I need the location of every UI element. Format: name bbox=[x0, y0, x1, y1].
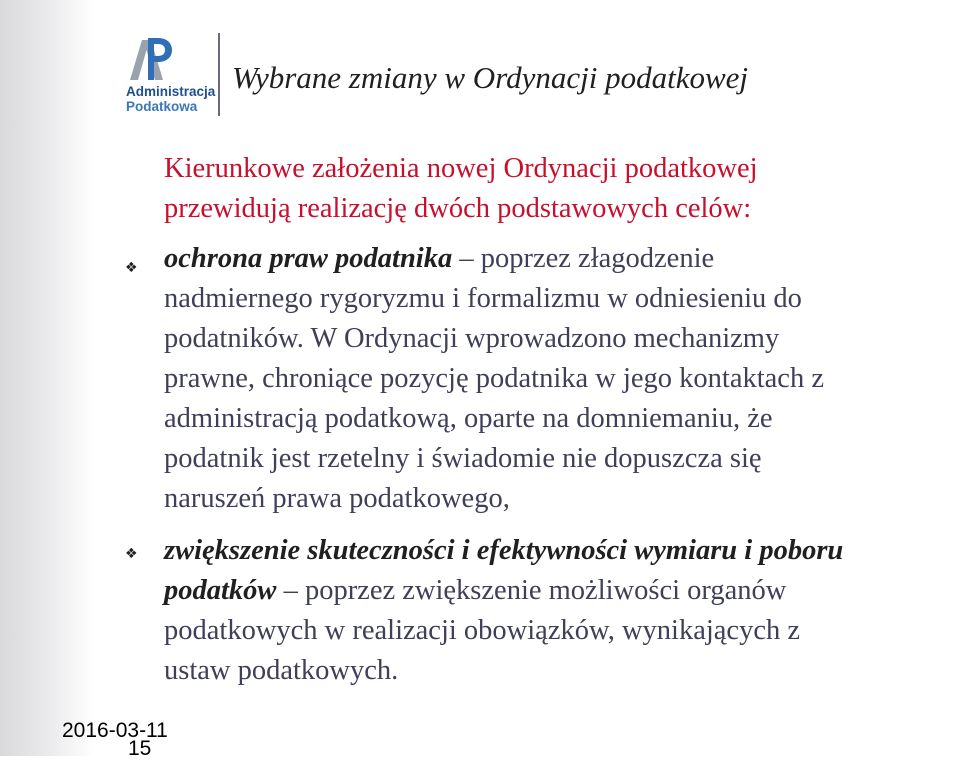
bullet-text: – poprzez zwiększenie możliwości organów bbox=[276, 575, 787, 606]
side-gradient-band bbox=[0, 0, 95, 756]
bullet-taxpayer-rights bbox=[164, 239, 960, 519]
bullet-line: podatnik jest rzetelny i świadomie nie dopuszcza się bbox=[164, 443, 762, 474]
bullet-keyword: zwiększenie skuteczności i efektywności wymiaru i poboru bbox=[164, 535, 844, 566]
headline-line-1: Kierunkowe założenia nowej Ordynacji podatkowej bbox=[164, 153, 758, 184]
bullet-line: administracją podatkową, oparte na domniemaniu, że bbox=[164, 403, 773, 434]
bullet-line: prawne, chroniące pozycję podatnika w jego kontaktach z bbox=[164, 363, 824, 394]
bullet-line bbox=[164, 571, 960, 611]
headline-line-2: przewidują realizację dwóch podstawowych celów: bbox=[164, 193, 752, 224]
headline bbox=[164, 149, 924, 229]
bullet-line bbox=[164, 239, 960, 279]
bullet-tax-efficiency bbox=[164, 531, 960, 691]
bullet-line: podatników. W Ordynacji wprowadzono mechanizmy bbox=[164, 323, 780, 354]
bullet-line: ustaw podatkowych. bbox=[164, 655, 399, 686]
bullet-line: nadmiernego rygoryzmu i formalizmu w odniesieniu do bbox=[164, 283, 802, 314]
logo-line-2: Podatkowa bbox=[126, 99, 198, 114]
bullet-text: – poprzez złagodzenie bbox=[452, 243, 715, 274]
ap-emblem-icon bbox=[124, 34, 174, 82]
bullet-line: naruszeń prawa podatkowego, bbox=[164, 483, 510, 514]
bullet-diamond-icon: ❖ bbox=[125, 546, 138, 562]
bullet-line: podatkowych w realizacji obowiązków, wynikających z bbox=[164, 615, 800, 646]
logo-line-1: Administracja bbox=[126, 84, 216, 99]
bullet-diamond-icon: ❖ bbox=[125, 260, 138, 276]
page-number: 15 bbox=[128, 737, 152, 760]
footer-date: 2016-03-11 bbox=[62, 719, 168, 742]
bullet-keyword: ochrona praw podatnika bbox=[164, 243, 453, 274]
bullet-keyword: podatków bbox=[164, 575, 277, 606]
slide-title: Wybrane zmiany w Ordynacji podatkowej bbox=[232, 60, 749, 95]
administracja-podatkowa-logo bbox=[118, 34, 218, 118]
title-divider bbox=[218, 33, 220, 116]
